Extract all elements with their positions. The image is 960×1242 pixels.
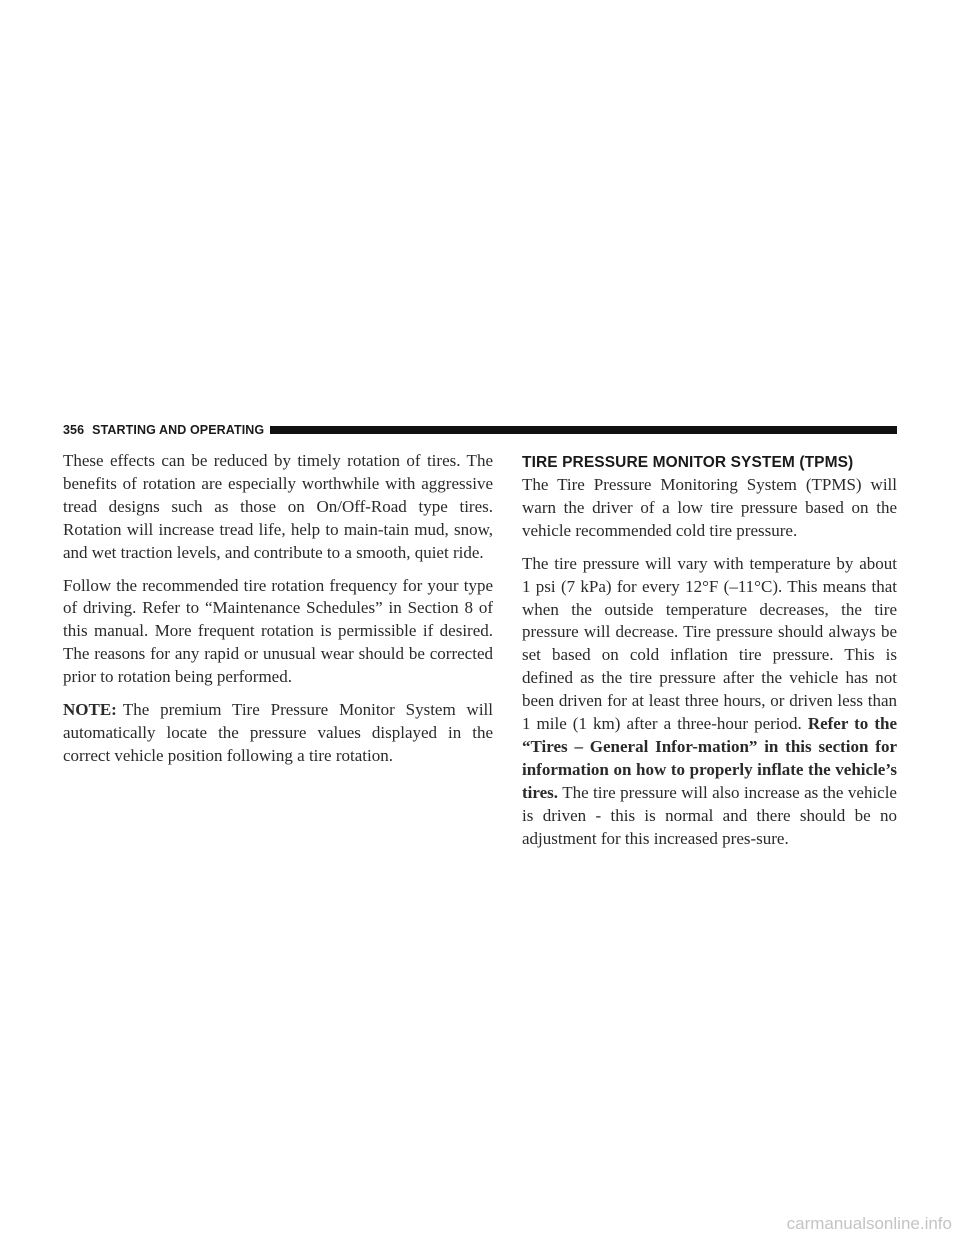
- note-paragraph: [63, 699, 493, 768]
- refer-tires-text: Refer to the “Tires – General Infor-mation” in this section for information on how to properly inflate the vehicle’s tires.: [522, 714, 898, 802]
- page-number: 356: [63, 423, 85, 437]
- left-column: [63, 450, 493, 778]
- watermark: carmanualsonline.info: [786, 1214, 952, 1233]
- tpms-heading: TIRE PRESSURE MONITOR SYSTEM (TPMS): [522, 454, 854, 471]
- section-title: STARTING AND OPERATING: [92, 423, 265, 437]
- tpms-intro-paragraph: The Tire Pressure Monitoring System (TPMS) will warn the driver of a low tire pressure based on the vehicle recommended cold tire pressure.: [522, 475, 897, 540]
- temperature-text: The tire pressure will vary with temperature by about 1 psi (7 kPa) for every 12°F (–11°C). This means that when the outside temperature decreases, the tire pressure will decrease. Tire pressure should always be set based on cold inflation tire pressure. This is defined as the tire pressure after the vehicle has not been driven for at least three hours, or driven less than 1 mile (1 km) after a three-hour period.: [522, 553, 897, 734]
- note-text: The premium Tire Pressure Monitor System will automatically locate the pressure values displayed in the correct vehicle position following a tire rotation.: [63, 700, 493, 765]
- right-column: [522, 453, 897, 861]
- note-label: NOTE:: [63, 700, 117, 720]
- tire-rotation-paragraph: These effects can be reduced by timely rotation of tires. The benefits of rotation are especially worthwhile with aggressive tread designs such as those on On/Off-Road type tires. Rotation will increase tread life, help to main-tain mud, snow, and wet traction levels, and contribute to a smooth, quiet ride.: [63, 451, 493, 562]
- page-header: [63, 421, 897, 439]
- tpms-temperature-paragraph: [522, 553, 897, 851]
- driving-increase-text: The tire pressure will also increase as the vehicle is driven - this is normal and there should be no adjustment for this increased pres-sure.: [522, 782, 897, 848]
- header-rule: [270, 426, 897, 434]
- rotation-frequency-paragraph: Follow the recommended tire rotation frequency for your type of driving. Refer to “Maintenance Schedules” in Section 8 of this manual. More frequent rotation is permissible if desired. The reasons for any rapid or unusual wear should be corrected prior to rotation being performed.: [63, 575, 493, 687]
